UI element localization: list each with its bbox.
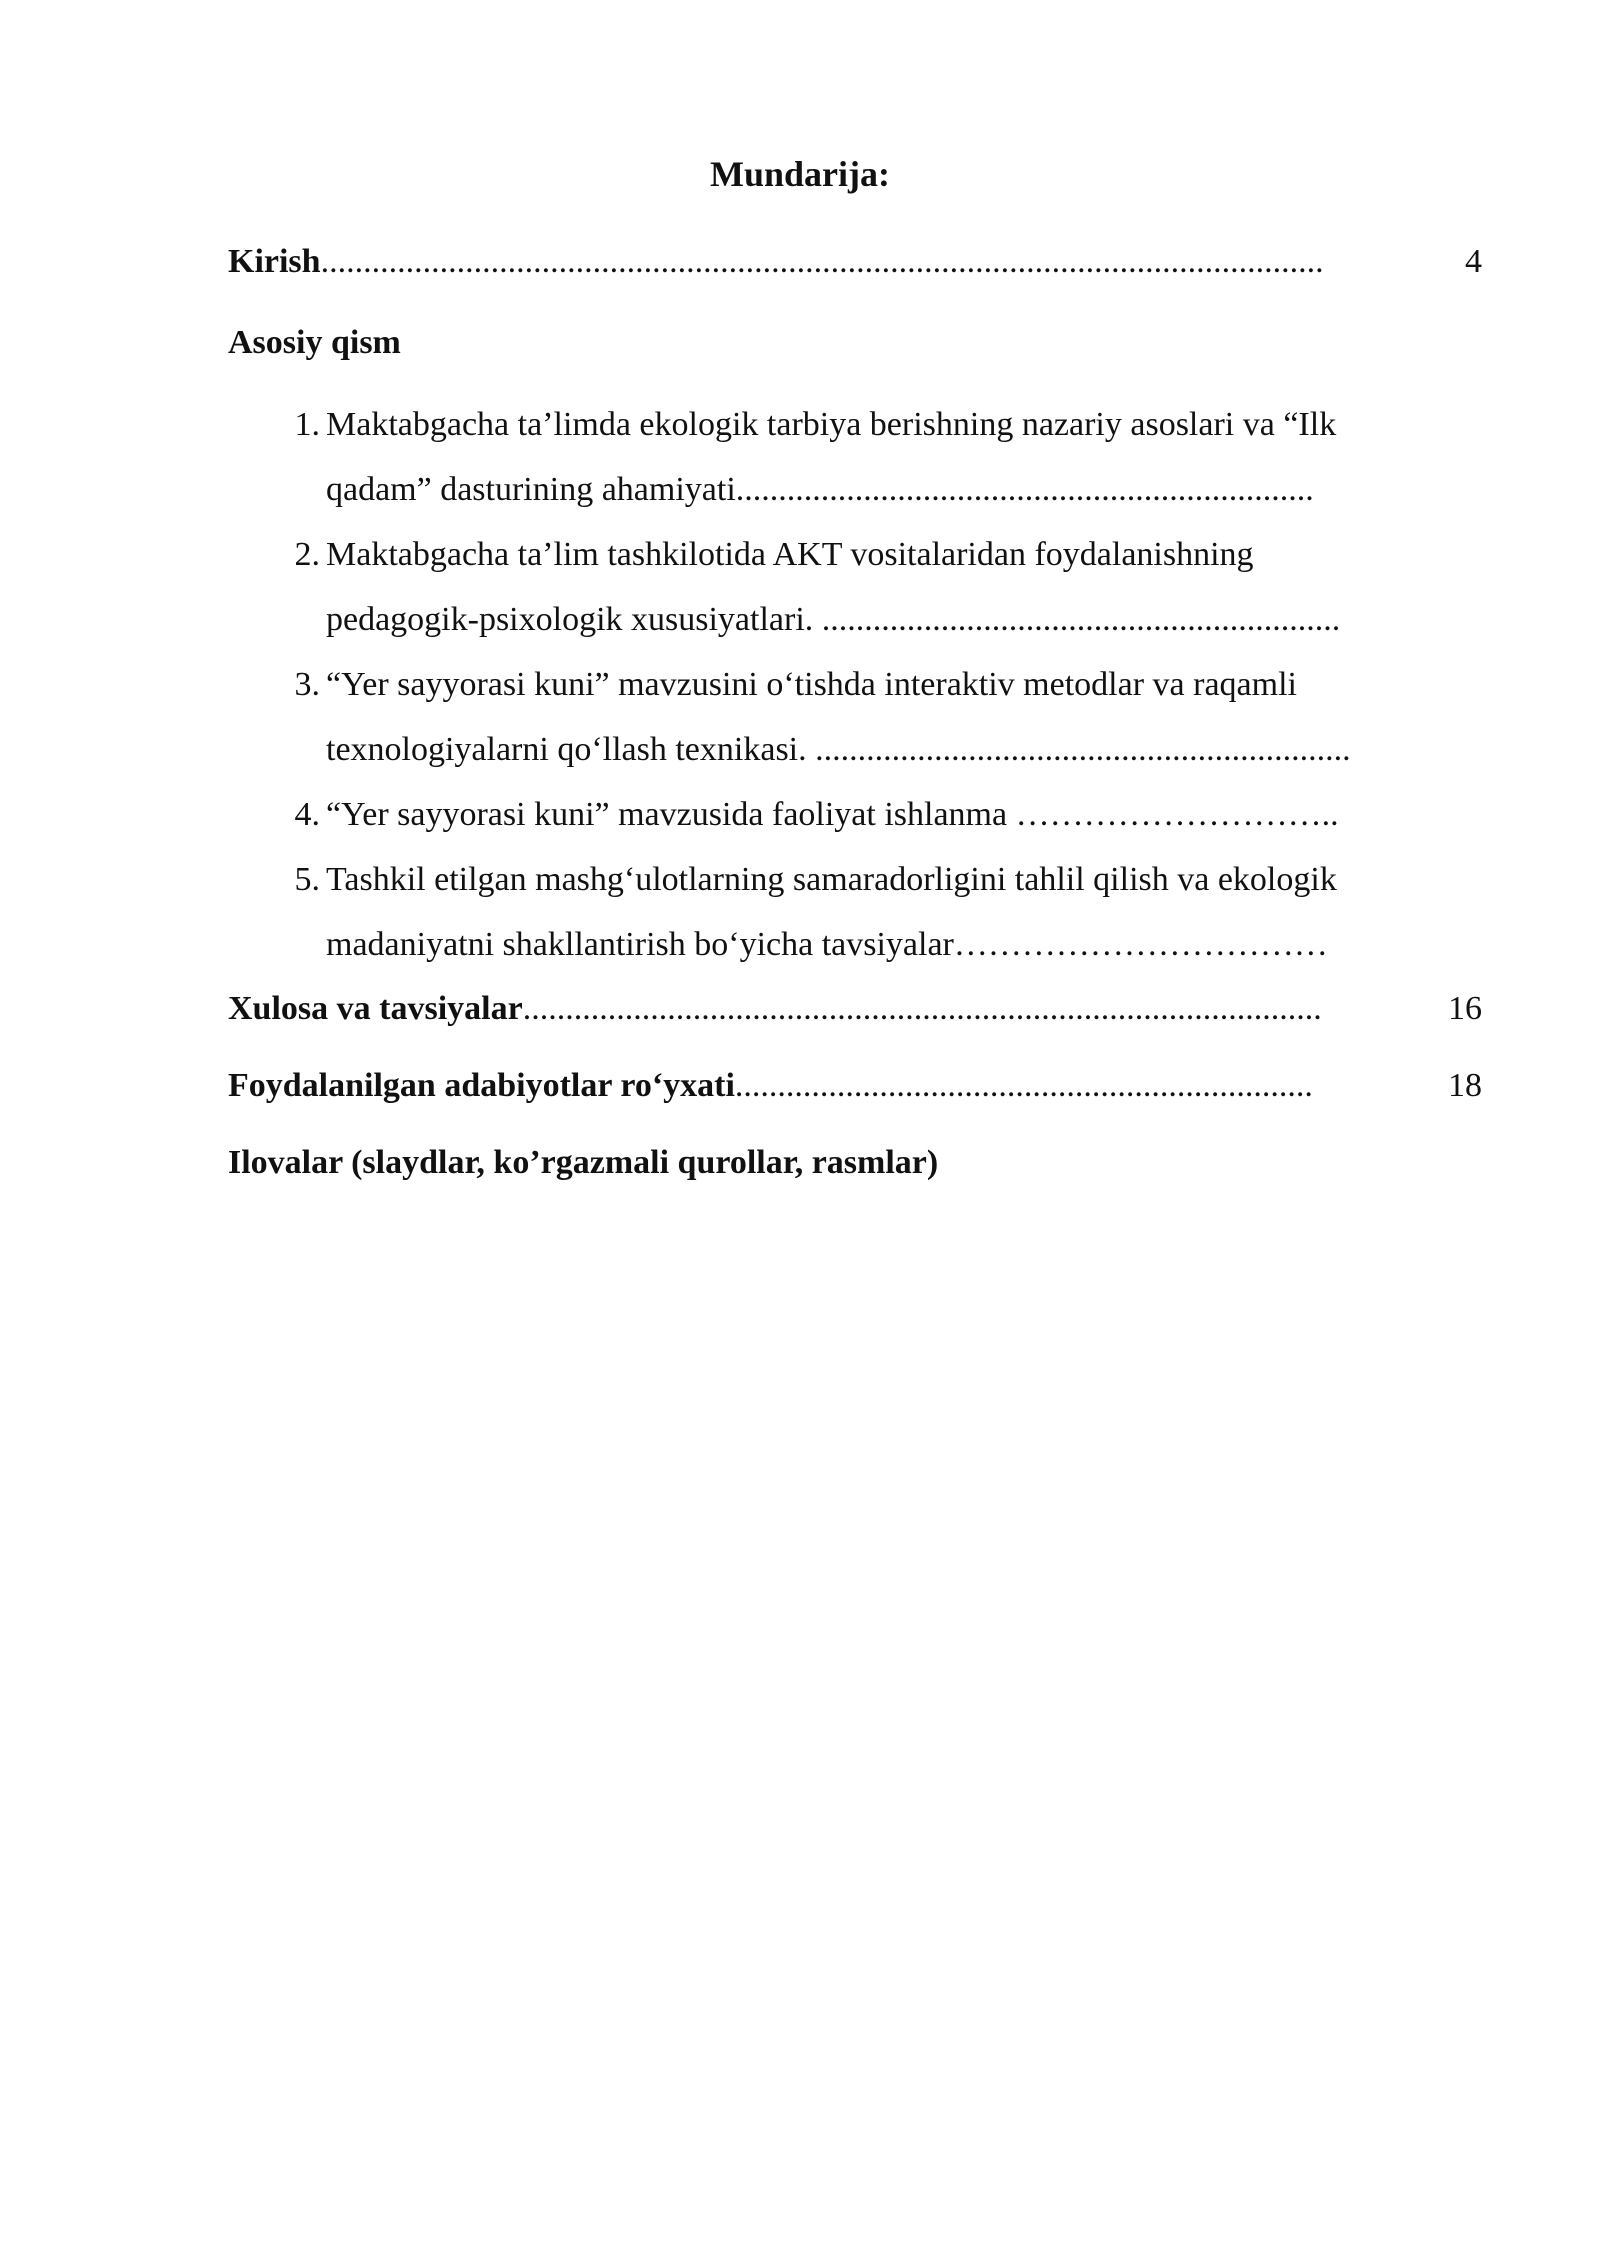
list-text-line1: Tashkil etilgan mashg‘ulotlarning samaradorligini tahlil qilish va ekologik bbox=[326, 861, 1337, 898]
list-text-line1: Maktabgacha ta’limda ekologik tarbiya berishning nazariy asoslari va “Ilk bbox=[326, 406, 1337, 443]
toc-leader-dots: .............................................................................................. bbox=[522, 990, 1322, 1027]
toc-entry-ilovalar bbox=[228, 1139, 1482, 1187]
toc-entry-kirish bbox=[228, 238, 1482, 286]
toc-page-number: 16 bbox=[1446, 985, 1482, 1033]
list-text-line2: pedagogik-psixologik xususiyatlari. ............................................................. bbox=[326, 601, 1341, 638]
toc-leader-dots: .................................................................... bbox=[734, 1067, 1313, 1104]
list-number: 3. bbox=[294, 666, 320, 703]
toc-entry-label: Ilovalar (slaydlar, ko’rgazmali qurollar, rasmlar) bbox=[228, 1144, 939, 1181]
toc-entry-foydalanilgan bbox=[228, 1062, 1482, 1110]
list-text-line1: Maktabgacha ta’lim tashkilotida AKT vositalaridan foydalanishning bbox=[326, 536, 1254, 573]
toc-page-number: 18 bbox=[1446, 1062, 1482, 1110]
list-number: 1. bbox=[294, 406, 320, 443]
toc-entry-xulosa bbox=[228, 985, 1482, 1033]
toc-title: Mundarija: bbox=[710, 154, 890, 194]
list-text-line2: madaniyatni shakllantirish bo‘yicha tavsiyalar…………………………… bbox=[326, 926, 1328, 963]
toc-leader-dots: ...................................................................................................................... bbox=[320, 243, 1324, 280]
toc-entry-asosiy bbox=[228, 319, 1482, 367]
toc-section-heading: Asosiy qism bbox=[228, 324, 401, 361]
toc-entry-label: Kirish bbox=[228, 243, 321, 280]
list-text-line1: “Yer sayyorasi kuni” mavzusini o‘tishda interaktiv metodlar va raqamli bbox=[326, 666, 1297, 703]
toc-page-number: 4 bbox=[1463, 238, 1482, 286]
toc-entry-label: Xulosa va tavsiyalar bbox=[228, 990, 523, 1027]
list-number: 4. bbox=[294, 796, 320, 833]
list-text-line2: texnologiyalarni qo‘llash texnikasi. ............................................................... bbox=[326, 731, 1351, 768]
list-text-line2: qadam” dasturining ahamiyati.................................................................... bbox=[326, 471, 1314, 508]
list-text-line1: “Yer sayyorasi kuni” mavzusida faoliyat ishlanma ……………………….. bbox=[326, 796, 1339, 833]
list-number: 2. bbox=[294, 536, 320, 573]
toc-entry-label: Foydalanilgan adabiyotlar ro‘yxati bbox=[228, 1067, 735, 1104]
list-number: 5. bbox=[294, 861, 320, 898]
